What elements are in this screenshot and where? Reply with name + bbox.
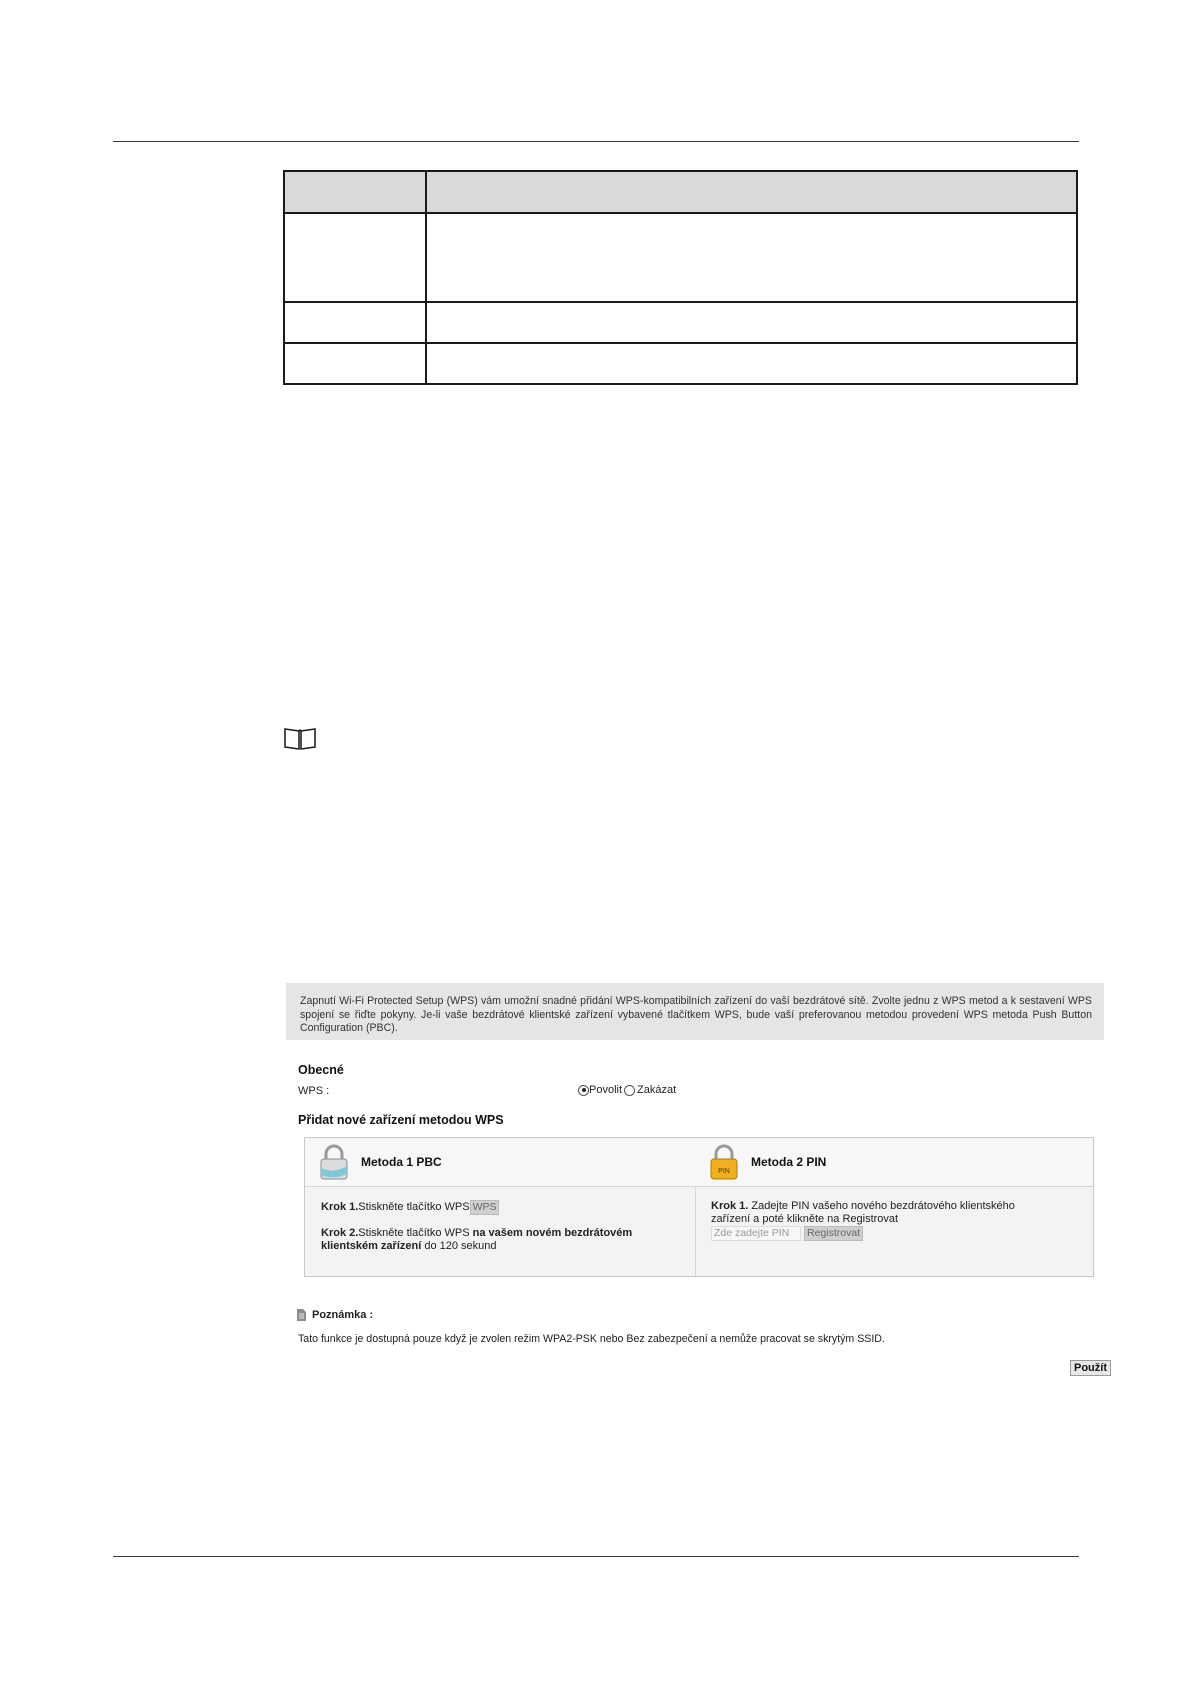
wps-methods-panel — [304, 1137, 1094, 1277]
pin-icon-text: PIN — [718, 1168, 730, 1175]
method-pin-panel — [695, 1138, 1093, 1276]
pbc-step-2 — [321, 1227, 671, 1252]
method-pin-body — [711, 1200, 1051, 1241]
wps-button[interactable]: WPS — [470, 1200, 500, 1215]
table-cell — [284, 302, 426, 343]
register-button[interactable]: Registrovat — [804, 1226, 863, 1241]
note-text: Tato funkce je dostupná pouze když je zvolen režim WPA2-PSK nebo Bez zabezpečení a nemůže pracovat se skrytým SSID. — [298, 1333, 885, 1345]
pin-lock-icon — [709, 1144, 739, 1180]
note-icon — [296, 1309, 307, 1321]
table-cell — [426, 213, 1077, 302]
pin-step-1 — [711, 1200, 1051, 1225]
table-cell — [426, 343, 1077, 384]
disable-radio[interactable] — [624, 1085, 635, 1096]
wps-screenshot — [286, 983, 1107, 1375]
footer-rule — [113, 1556, 1079, 1557]
table-header-cell — [426, 171, 1077, 213]
enable-radio-label: Povolit — [589, 1084, 623, 1096]
pbc-step-2-label: Krok 2. — [321, 1227, 359, 1239]
general-section-title: Obecné — [298, 1063, 344, 1077]
pbc-step-1 — [321, 1200, 685, 1215]
pin-step-1-text: Zadejte PIN vašeho nového bezdrátového klientského zařízení a poté klikněte na Registrovat — [711, 1200, 1015, 1225]
pbc-step-1-label: Krok 1. — [321, 1201, 359, 1213]
description-table — [283, 170, 1078, 385]
method-pin-title: Metoda 2 PIN — [751, 1155, 827, 1169]
apply-button[interactable]: Použít — [1070, 1360, 1111, 1376]
table-header-cell — [284, 171, 426, 213]
method-pbc-body — [321, 1200, 685, 1252]
table-cell — [426, 302, 1077, 343]
enable-radio[interactable] — [578, 1085, 589, 1096]
disable-radio-label: Zakázat — [637, 1084, 677, 1096]
pbc-step-2-text: Stiskněte tlačítko WPS — [358, 1227, 473, 1239]
method-pbc-panel — [305, 1138, 696, 1276]
pbc-step-2-end: do 120 sekund — [421, 1239, 497, 1252]
note-title: Poznámka : — [312, 1309, 374, 1321]
add-device-section-title: Přidat nové zařízení metodou WPS — [298, 1113, 504, 1127]
pin-input[interactable]: Zde zadejte PIN — [711, 1226, 801, 1241]
method-pbc-header — [305, 1138, 695, 1187]
book-icon — [283, 726, 317, 750]
table-row — [284, 343, 1077, 384]
method-pbc-title: Metoda 1 PBC — [361, 1155, 442, 1169]
intro-text: Zapnutí Wi-Fi Protected Setup (WPS) vám umožní snadné přidání WPS-kompatibilních zařízení do vaší bezdrátové sítě. Zvolte jednu z WPS metod a k sestavení WPS spojení se řiďte pokyny. Je-li vaše bezdrátové klientské zařízení vybavené tlačítkem WPS, bude vaší preferovanou metodou provedení WPS metoda Push Button Configuration (PBC). — [286, 983, 1104, 1040]
table-cell — [284, 343, 426, 384]
pin-entry-row — [711, 1226, 1051, 1241]
pbc-step-2-emphasis: na vašem novém bezdrátovém klientském zařízení — [321, 1227, 633, 1252]
table-cell — [284, 213, 426, 302]
wps-radio-group — [578, 1084, 676, 1096]
wps-label: WPS : — [298, 1085, 330, 1097]
table-row — [284, 302, 1077, 343]
table-row — [284, 213, 1077, 302]
method-pin-header — [695, 1138, 1093, 1187]
pbc-step-1-text: Stiskněte tlačítko WPS — [358, 1201, 470, 1213]
lock-icon — [319, 1144, 349, 1180]
table-header-row — [284, 171, 1077, 213]
pin-step-1-label: Krok 1. — [711, 1200, 749, 1212]
header-rule — [113, 141, 1079, 142]
